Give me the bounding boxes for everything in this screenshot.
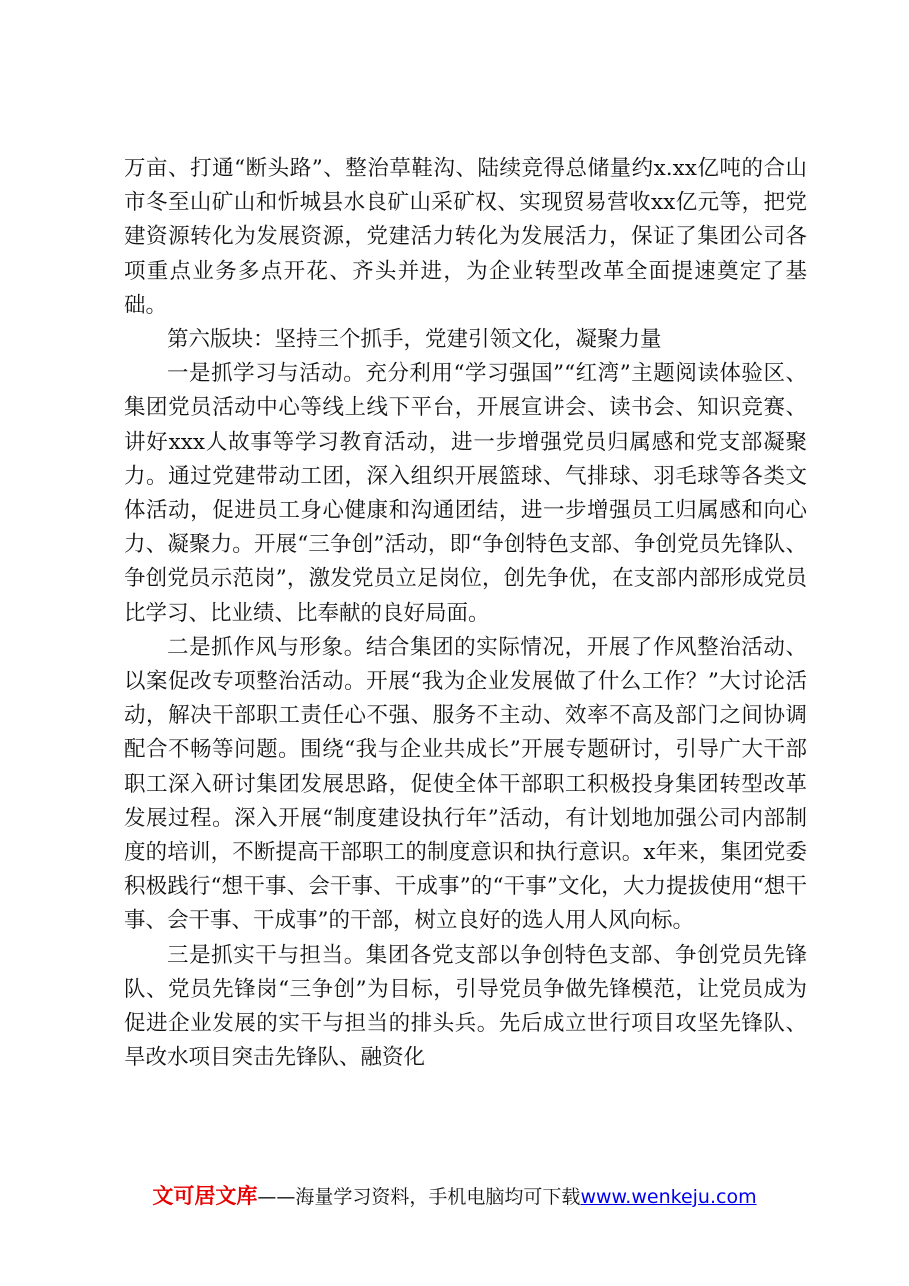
paragraph-study-activities: 一是抓学习与活动。充分利用“学习强国”“红湾”主题阅读体验区、集团党员活动中心等线上线下平台，开展宣讲会、读书会、知识竞赛、讲好xxx人故事等学习教育活动，进一步增强党员归属感和党支部凝聚力。通过党建带动工团，深入组织开展篮球、气排球、羽毛球等各类文体活动，促进员工身心健康和沟通团结，进一步增强员工归属感和向心力、凝聚力。开展“三争创”活动，即“争创特色支部、争创党员先锋队、争创党员示范岗”，激发党员立足岗位，创先争优，在支部内部形成党员比学习、比业绩、比奉献的良好局面。 — [124, 361, 807, 626]
footer-brand: 文可居文库 — [152, 1184, 258, 1208]
section-heading: 第六版块：坚持三个抓手，党建引领文化，凝聚力量 — [167, 327, 662, 353]
footer-link[interactable]: www.wenkeju.com — [580, 1186, 757, 1208]
paragraph-style-image: 二是抓作风与形象。结合集团的实际情况，开展了作风整治活动、以案促改专项整治活动。开展“我为企业发展做了什么工作？”大讨论活动，解决干部职工责任心不强、服务不主动、效率不高及部门之间协调配合不畅等问题。围绕“我与企业共成长”开展专题研讨，引导广大干部职工深入研讨集团发展思路，促使全体干部职工积极投身集团转型改革发展过程。深入开展“制度建设执行年”活动，有计划地加强公司内部制度的培训，不断提高干部职工的制度意识和执行意识。x年来，集团党委积极践行“想干事、会干事、干成事”的“干事”文化，大力提拔使用“想干事、会干事、干成事”的干部，树立良好的选人用人风向标。 — [124, 634, 807, 934]
page-footer — [0, 1182, 909, 1211]
paragraph-practice-responsibility: 三是抓实干与担当。集团各党支部以争创特色支部、争创党员先锋队、党员先锋岗“三争创”为目标，引导党员争做先锋模范，让党员成为促进企业发展的实干与担当的排头兵。先后成立世行项目攻坚先锋队、旱改水项目突击先锋队、融资化 — [124, 942, 807, 1071]
paragraph-continuation: 万亩、打通“断头路”、整治草鞋沟、陆续竞得总储量约x.xx亿吨的合山市冬至山矿山和忻城县水良矿山采矿权、实现贸易营收xx亿元等，把党建资源转化为发展资源，党建活力转化为发展活力，保证了集团公司各项重点业务多点开花、齐头并进，为企业转型改革全面提速奠定了基础。 — [124, 156, 807, 318]
document-body — [124, 152, 807, 1075]
footer-tagline: ——海量学习资料，手机电脑均可下载 — [257, 1186, 581, 1208]
